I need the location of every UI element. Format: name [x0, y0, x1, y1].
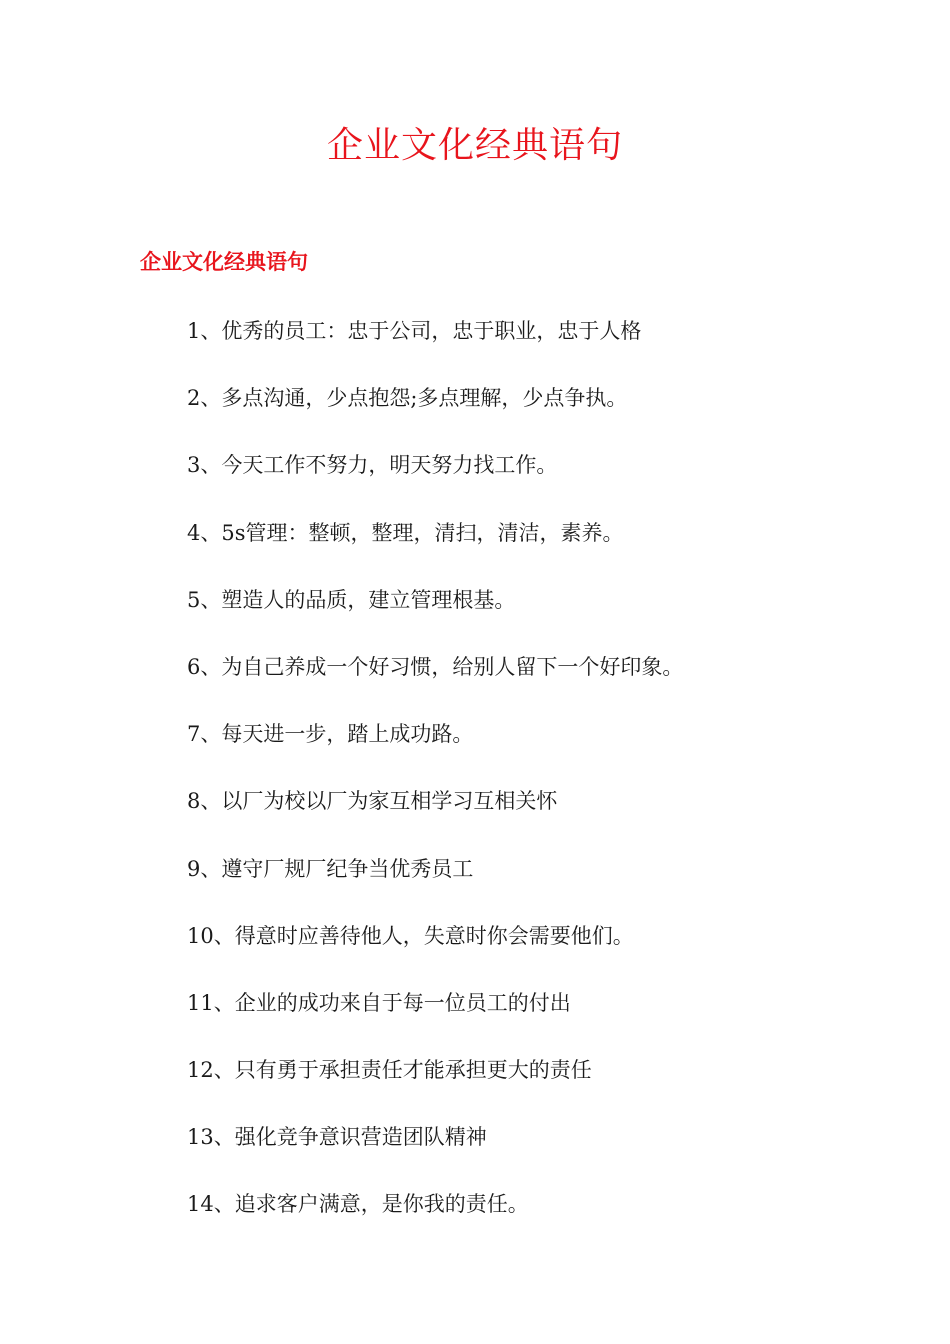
list-item: 3、今天工作不努力，明天努力找工作。 — [187, 453, 558, 478]
list-item: 11、企业的成功来自于每一位员工的付出 — [187, 990, 571, 1015]
document-title: 企业文化经典语句 — [326, 125, 623, 166]
list-item: 9、遵守厂规厂纪争当优秀员工 — [187, 856, 474, 881]
list-item: 8、以厂为校以厂为家互相学习互相关怀 — [187, 789, 558, 814]
list-item: 7、每天进一步，踏上成功路。 — [187, 722, 474, 747]
list-item: 10、得意时应善待他人，失意时你会需要他们。 — [187, 923, 634, 948]
list-item: 4、5s管理：整顿，整理，清扫，清洁，素养。 — [187, 520, 624, 545]
list-item: 14、追求客户满意，是你我的责任。 — [187, 1192, 529, 1217]
quote-list — [187, 315, 683, 1256]
list-item: 6、为自己养成一个好习惯，给别人留下一个好印象。 — [187, 654, 684, 679]
list-item: 5、塑造人的品质，建立管理根基。 — [187, 587, 516, 612]
section-heading: 企业文化经典语句 — [140, 250, 308, 274]
list-item: 1、优秀的员工：忠于公司，忠于职业，忠于人格 — [187, 319, 642, 343]
list-item: 13、强化竞争意识营造团队精神 — [187, 1125, 487, 1150]
list-item: 12、只有勇于承担责任才能承担更大的责任 — [187, 1058, 592, 1083]
list-item: 2、多点沟通，少点抱怨;多点理解，少点争执。 — [187, 386, 628, 411]
